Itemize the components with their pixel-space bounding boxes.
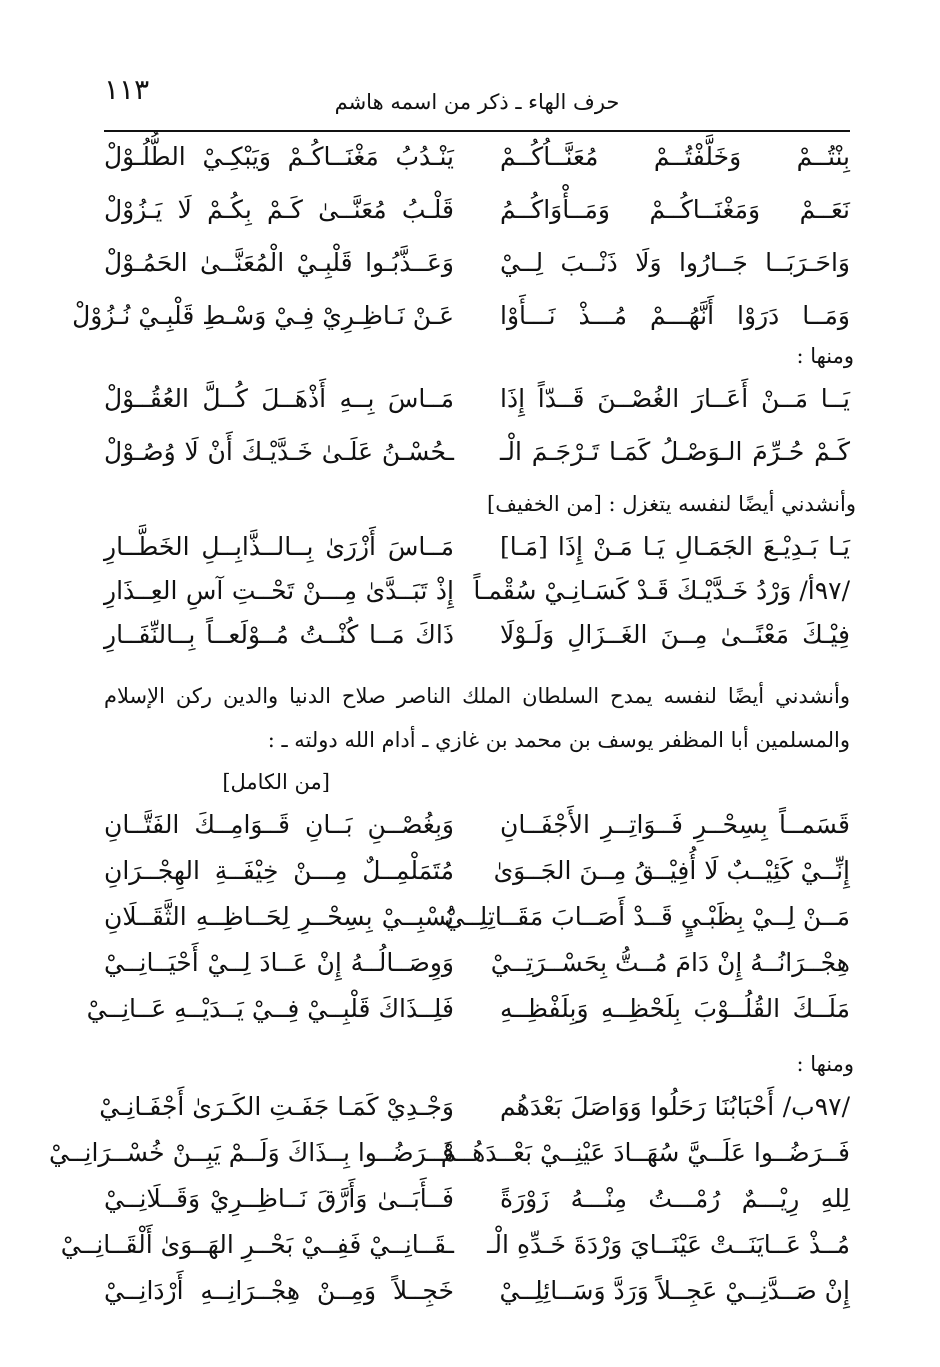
verse-line: [104, 620, 850, 672]
first-hemistich: وَمَــا دَرَوْا أَنَّهُـــمْ مُـــذْ نَـــأَوْا: [500, 301, 850, 330]
verse-line: [104, 902, 850, 954]
first-hemistich: لِلهِ رِيْـــمٌ رُمْـــتُ مِنْـــهُ زَوْرَةً: [500, 1184, 850, 1213]
second-hemistich: يُسْبِــيْ بِسِحْــرِ لِحَــاظِــهِ الثَّقَــلَانِ: [104, 902, 454, 931]
second-hemistich: قَلْـبُ مُعَنَّــىٰ كَـمْ بِكُـمْ لَا يَـزُوْلْ: [104, 195, 454, 224]
verse-line: [72, 301, 850, 353]
section-intro: [110, 492, 856, 516]
verse-line: [104, 948, 850, 1000]
second-hemistich: فَلِــذَاكَ قَلْبِــيْ فِــيْ يَــدَيْــهِ عَــانِــيْ: [86, 994, 454, 1023]
second-hemistich: إِذْ تَبَــدَّىٰ مِـــنْ تَحْــتِ آسِ العِــذَارِ: [104, 576, 454, 605]
prose-line: وأنشدني أيضًا لنفسه يمدح السلطان الملك الناصر صلاح الدنيا والدين ركن الإسلام: [104, 684, 850, 708]
verse-line: [104, 195, 850, 247]
second-hemistich: وَبِغُصْــنِ بَــانِ قَــوَامِــكَ الفَتَّــانِ: [104, 810, 454, 839]
first-hemistich: قَسَمــاً بِسِحْــرِ فَــوَاتِــرِ الأَجْفَــانِ: [500, 810, 850, 839]
second-hemistich: ذَاكَ مَــا كُنْــتُ مُــوْلَعــاً بِــالنِّفَــارِ: [104, 620, 454, 649]
verse-line: [86, 994, 850, 1046]
second-hemistich: ـقَــانِــيْ فَفِــيْ بَحْــرِ الهَــوَىٰ أَلْقَــانِــيْ: [60, 1230, 454, 1259]
verse-line: [49, 1138, 850, 1190]
verse-line: [104, 1276, 850, 1328]
meter-tag: [من الكامل]: [222, 770, 330, 794]
section-label: ومنها :: [796, 344, 854, 368]
verse-line: [104, 1184, 850, 1236]
second-hemistich: وَجْـدِيْ كَمَـا جَفَـتِ الكَـرَىٰ أَجْفَـانِـيْ: [99, 1092, 454, 1121]
first-hemistich: إِنْ صَــدَّنِــيْ عَجِــلاً وَرَدَّ وَسَــائِلِــيْ: [499, 1276, 850, 1305]
first-hemistich: وَاحَـرَبَــا جَــارُوا وَلَا ذَنْــبَ لِــيْ: [500, 248, 850, 277]
intro-text: وأنشدني أيضًا لنفسه يتغزل :: [608, 492, 856, 516]
first-hemistich: /٩٧ب/ أَحْبَابُنَا رَحَلُوا وَوَاصَلَ بَعْدَهُم: [500, 1092, 850, 1121]
header-rule: [104, 130, 850, 132]
first-hemistich: مَلَــكَ القُلُــوْبَ بِلَحْظِــهِ وَبِلَفْظِــهِ: [500, 994, 850, 1023]
second-hemistich: مَــاسَ بِــهِ أَذْهَــلَ كُــلَّ العُقُــوْلْ: [104, 384, 454, 413]
verse-line: [104, 810, 850, 862]
running-title: حرف الهاء ـ ذكر من اسمه هاشم: [334, 90, 620, 114]
second-hemistich: ـحُسْـنُ عَلَـىٰ خَـدَّيْـكَ أَنْ لَا وُصُـوْلْ: [104, 437, 454, 466]
second-hemistich: عَـنْ نَـاظِـرِيْ فِـيْ وَسْـطِ قَلْبِـيْ نُـزُوْلْ: [72, 301, 454, 330]
verse-line: [104, 856, 850, 908]
first-hemistich: مُــذْ عَــايَنَــتْ عَيْنَــايَ وَرْدَةَ خَـدِّهِ الْـ: [487, 1230, 850, 1259]
first-hemistich: /٩٧أ/ وَرْدُ خَـدَّيْـكَ قَـدْ كَسَـانِـيْ سُقْمـاً: [473, 576, 850, 605]
verse-line: [99, 1092, 850, 1144]
verse-line: [104, 248, 850, 300]
section-label: ومنها :: [796, 1052, 854, 1076]
verse-line: [104, 437, 850, 489]
first-hemistich: نَعَــمْ وَمَغْنَــاكُــمْ وَمَــأْوَاكُــمُ: [500, 195, 850, 224]
first-hemistich: مَــنْ لِــيْ بِظَبْـيٍ قَــدْ أَصَــابَ مَقَــاتِلِــيْ: [444, 902, 850, 931]
verse-line: [104, 384, 850, 436]
first-hemistich: إِنِّــيْ كَئِيْــبٌ لَا أُفِيْــقُ مِــنَ الجَــوَىٰ: [493, 856, 850, 885]
verse-line: [60, 1230, 850, 1282]
verse-line: [104, 142, 850, 194]
first-hemistich: يَـا بَـدِيْـعَ الجَمَـالِ يَـا مَـنْ إِذَا [مَـا]: [500, 532, 850, 561]
second-hemistich: خَجِــلاً وَمِــنْ هِجْــرَانِــهِ أَرْدَانِــيْ: [104, 1276, 454, 1305]
first-hemistich: يَــا مَــنْ أَعَــارَ الغُصْــنَ قَــدّاً إِذَا: [500, 384, 850, 413]
second-hemistich: فَــرَضُــوا بِــذَاكَ وَلَــمْ يَبِــنْ خُسْــرَانِــيْ: [49, 1138, 454, 1167]
first-hemistich: بِنْتُــمْ وَخَلَّفْتُــمْ مُعَنَّــاُكُــمْ: [500, 142, 850, 171]
meter-tag: [من الخفيف]: [487, 492, 602, 516]
page-number: ١١٣: [104, 73, 150, 106]
first-hemistich: كَـمْ حُـرِّمَ الـوَصْـلُ كَمَـا تَـرْجَـمَ الْـ: [500, 437, 850, 466]
second-hemistich: وَعَــذَّبُـوا قَلْبِـيْ الْمُعَنَّــىٰ الحَمُـوْلْ: [104, 248, 454, 277]
first-hemistich: فَــرَضُــوا عَلَــيَّ سُهَــادَ عَيْنِــيْ بَعْــدَهُــمْ: [440, 1138, 850, 1167]
second-hemistich: يَنْـدُبُ مَغْنَــاكُـمْ وَيَبْكِـيْ الطُّلُـوْلْ: [104, 142, 454, 171]
second-hemistich: مُتَمَلْمِــلٌ مِـــنْ خِيْفَــةِ الهِجْــرَانِ: [104, 856, 454, 885]
first-hemistich: هِجْــرَانُــهُ إِنْ دَامَ مُــتُّ بِحَسْــرَتِــيْ: [490, 948, 850, 977]
first-hemistich: فِيْـكَ مَعْنًــىٰ مِــنَ الغَــزَالِ وَلَـوْلَا: [500, 620, 850, 649]
second-hemistich: فَــأَبَــىٰ وَأَرَّقَ نَــاظِــرِيْ وَقَــلَانِــيْ: [104, 1184, 454, 1213]
second-hemistich: وَوِصَــالُــهُ إِنْ عَــادَ لِــيْ أَحْيَــانِــيْ: [104, 948, 454, 977]
prose-line: والمسلمين أبا المظفر يوسف بن محمد بن غازي ـ أدام الله دولته ـ :: [267, 728, 850, 752]
second-hemistich: مَــاسَ أَزْرَىٰ بِــالــذَّابِــلِ الخَطَّــارِ: [104, 532, 454, 561]
